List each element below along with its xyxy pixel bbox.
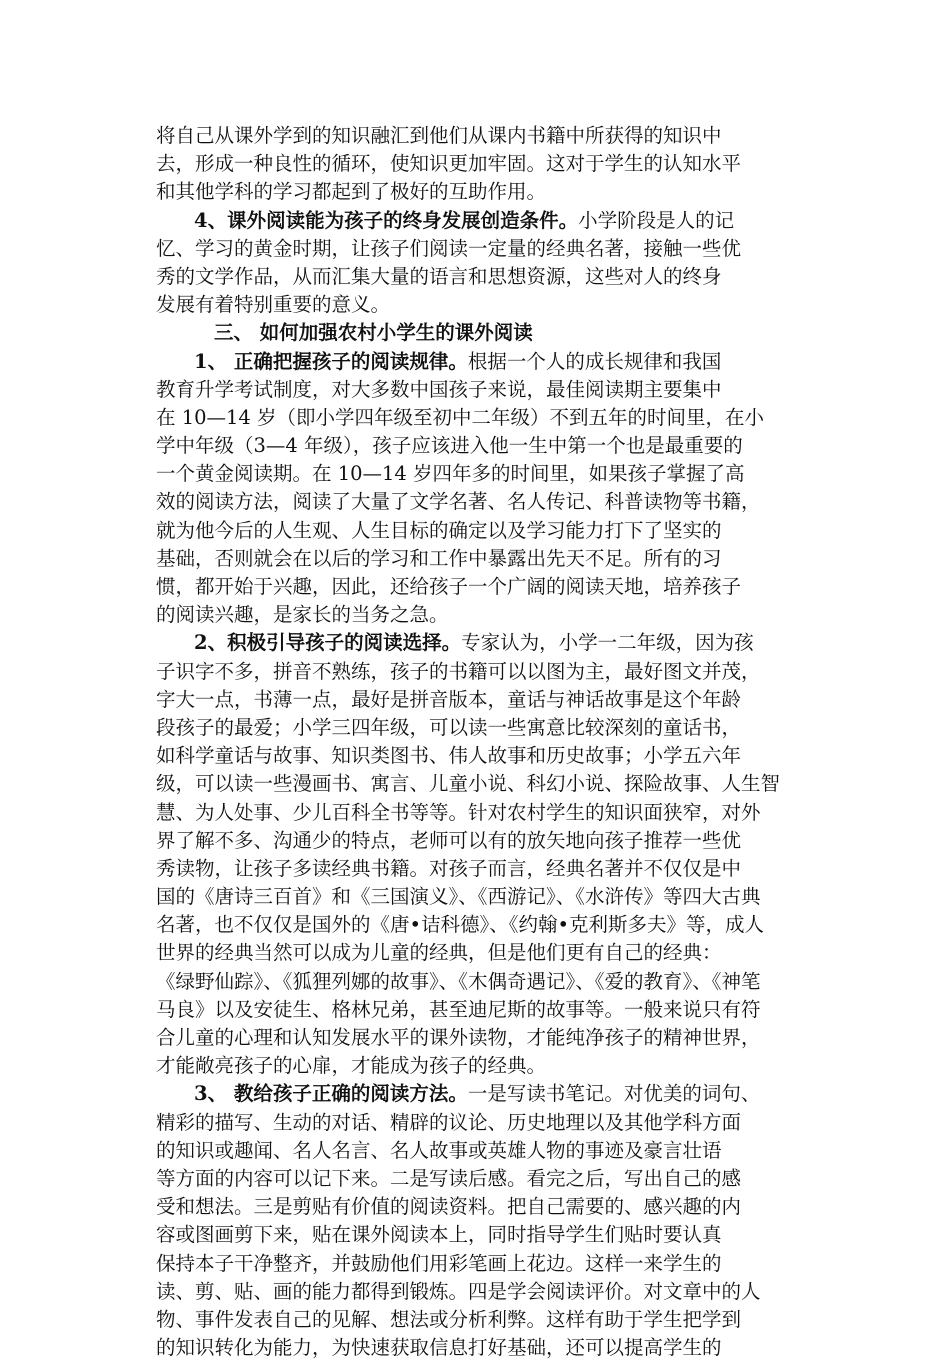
text-line: 精彩的描写、生动的对话、精辟的议论、历史地理以及其他学科方面 xyxy=(156,1110,742,1134)
text-line: 一个黄金阅读期。在 10—14 岁四年多的时间里，如果孩子掌握了高 xyxy=(156,462,745,486)
text-line: 才能敞亮孩子的心扉，才能成为孩子的经典。 xyxy=(156,1054,547,1078)
text-line: 发展有着特别重要的意义。 xyxy=(156,293,391,317)
text-line: 字大一点，书薄一点，最好是拼音版本，童话与神话故事是这个年龄 xyxy=(156,687,742,711)
bold-lead: 3、 教给孩子正确的阅读方法。 xyxy=(194,1082,468,1106)
text-line: 物、事件发表自己的见解、想法或分析利弊。这样有助于学生把学到 xyxy=(156,1307,742,1331)
paragraph-item-2 xyxy=(156,629,816,1080)
document-page xyxy=(156,122,816,1362)
bold-lead: 1、 正确把握孩子的阅读规律。 xyxy=(194,349,468,373)
lead-rest: 根据一个人的成长规律和我国 xyxy=(467,349,722,373)
paragraph-item-1 xyxy=(156,348,816,630)
text-line: 将自己从课外学到的知识融汇到他们从课内书籍中所获得的知识中 xyxy=(156,124,722,147)
text-line: 去，形成一种良性的循环，使知识更加牢固。这对于学生的认知水平 xyxy=(156,152,742,176)
text-line: 学中年级（3—4 年级），孩子应该进入他一生中第一个也是最重要的 xyxy=(156,434,743,458)
text-line xyxy=(156,1080,816,1108)
text-line: 效的阅读方法，阅读了大量了文学名著、名人传记、科普读物等书籍， xyxy=(156,490,761,514)
text-line: 世界的经典当然可以成为儿童的经典，但是他们更有自己的经典： xyxy=(156,941,722,965)
text-line: 受和想法。三是剪贴有价值的阅读资料。把自己需要的、感兴趣的内 xyxy=(156,1195,742,1219)
lead-rest: 一是写读书笔记。对优美的词句、 xyxy=(467,1082,761,1106)
text-line: 国的《唐诗三百首》和《三国演义》、《西游记》、《水浒传》等四大古典 xyxy=(156,885,761,909)
paragraph-item-3 xyxy=(156,1080,816,1362)
lead-rest: 小学阶段是人的记 xyxy=(578,208,735,232)
text-line: 秀的文学作品，从而汇集大量的语言和思想资源，这些对人的终身 xyxy=(156,264,722,288)
text-line: 级，可以读一些漫画书、寓言、儿童小说、科幻小说、探险故事、人生智 xyxy=(156,772,781,796)
text-line: 的阅读兴趣，是家长的当务之急。 xyxy=(156,603,449,627)
text-line: 的知识或趣闻、名人名言、名人故事或英雄人物的事迹及豪言壮语 xyxy=(156,1138,722,1162)
text-line: 惯，都开始于兴趣，因此，还给孩子一个广阔的阅读天地，培养孩子 xyxy=(156,575,742,598)
text-line: 子识字不多，拼音不熟练，孩子的书籍可以以图为主，最好图文并茂， xyxy=(156,659,761,683)
text-line: 忆、学习的黄金时期，让孩子们阅读一定量的经典名著，接触一些优 xyxy=(156,236,742,260)
text-line: 如科学童话与故事、知识类图书、伟人故事和历史故事；小学五六年 xyxy=(156,744,742,768)
paragraph-item-4 xyxy=(156,207,816,320)
text-line: 容或图画剪下来，贴在课外阅读本上，同时指导学生们贴时要认真 xyxy=(156,1223,722,1247)
text-line xyxy=(156,629,816,657)
text-line: 在 10—14 岁（即小学四年级至初中二年级）不到五年的时间里，在小 xyxy=(156,405,765,429)
bold-lead: 2、积极引导孩子的阅读选择。 xyxy=(194,631,462,655)
text-line: 段孩子的最爱；小学三四年级，可以读一些寓意比较深刻的童话书， xyxy=(156,715,742,739)
text-line xyxy=(156,207,816,235)
text-line: 基础，否则就会在以后的学习和工作中暴露出先天不足。所有的习 xyxy=(156,546,722,570)
text-line: 慧、为人处事、少儿百科全书等等。针对农村学生的知识面狭窄，对外 xyxy=(156,800,761,824)
text-line: 等方面的内容可以记下来。二是写读后感。看完之后，写出自己的感 xyxy=(156,1166,742,1190)
text-line: 保持本子干净整齐，并鼓励他们用彩笔画上花边。这样一来学生的 xyxy=(156,1251,722,1275)
bold-lead: 4、课外阅读能为孩子的终身发展创造条件。 xyxy=(194,208,579,232)
text-line: 马良》以及安徒生、格林兄弟，甚至迪尼斯的故事等。一般来说只有符 xyxy=(156,997,761,1021)
text-line: 就为他今后的人生观、人生目标的确定以及学习能力打下了坚实的 xyxy=(156,518,722,542)
section-heading: 三、 如何加强农村小学生的课外阅读 xyxy=(214,321,533,345)
text-line: 和其他学科的学习都起到了极好的互助作用。 xyxy=(156,180,547,204)
text-line: 界了解不多、沟通少的特点，老师可以有的放矢地向孩子推荐一些优 xyxy=(156,828,742,852)
text-line: 秀读物，让孩子多读经典书籍。对孩子而言，经典名著并不仅仅是中 xyxy=(156,856,742,880)
text-line: 的知识转化为能力，为快速获取信息打好基础，还可以提高学生的 xyxy=(156,1336,722,1360)
text-line: 合儿童的心理和认知发展水平的课外读物，才能纯净孩子的精神世界， xyxy=(156,1026,761,1049)
text-line: 《绿野仙踪》、《狐狸列娜的故事》、《木偶奇遇记》、《爱的教育》、《神笔 xyxy=(156,969,761,993)
paragraph-continuation xyxy=(156,122,816,207)
text-line: 名著，也不仅仅是国外的《唐•诘科德》、《约翰•克利斯多夫》等，成人 xyxy=(156,913,765,937)
lead-rest: 专家认为，小学一二年级，因为孩 xyxy=(461,631,754,655)
text-line: 教育升学考试制度，对大多数中国孩子来说，最佳阅读期主要集中 xyxy=(156,377,722,401)
text-line: 读、剪、贴、画的能力都得到锻炼。四是学会阅读评价。对文章中的人 xyxy=(156,1279,761,1303)
text-line xyxy=(156,348,816,376)
